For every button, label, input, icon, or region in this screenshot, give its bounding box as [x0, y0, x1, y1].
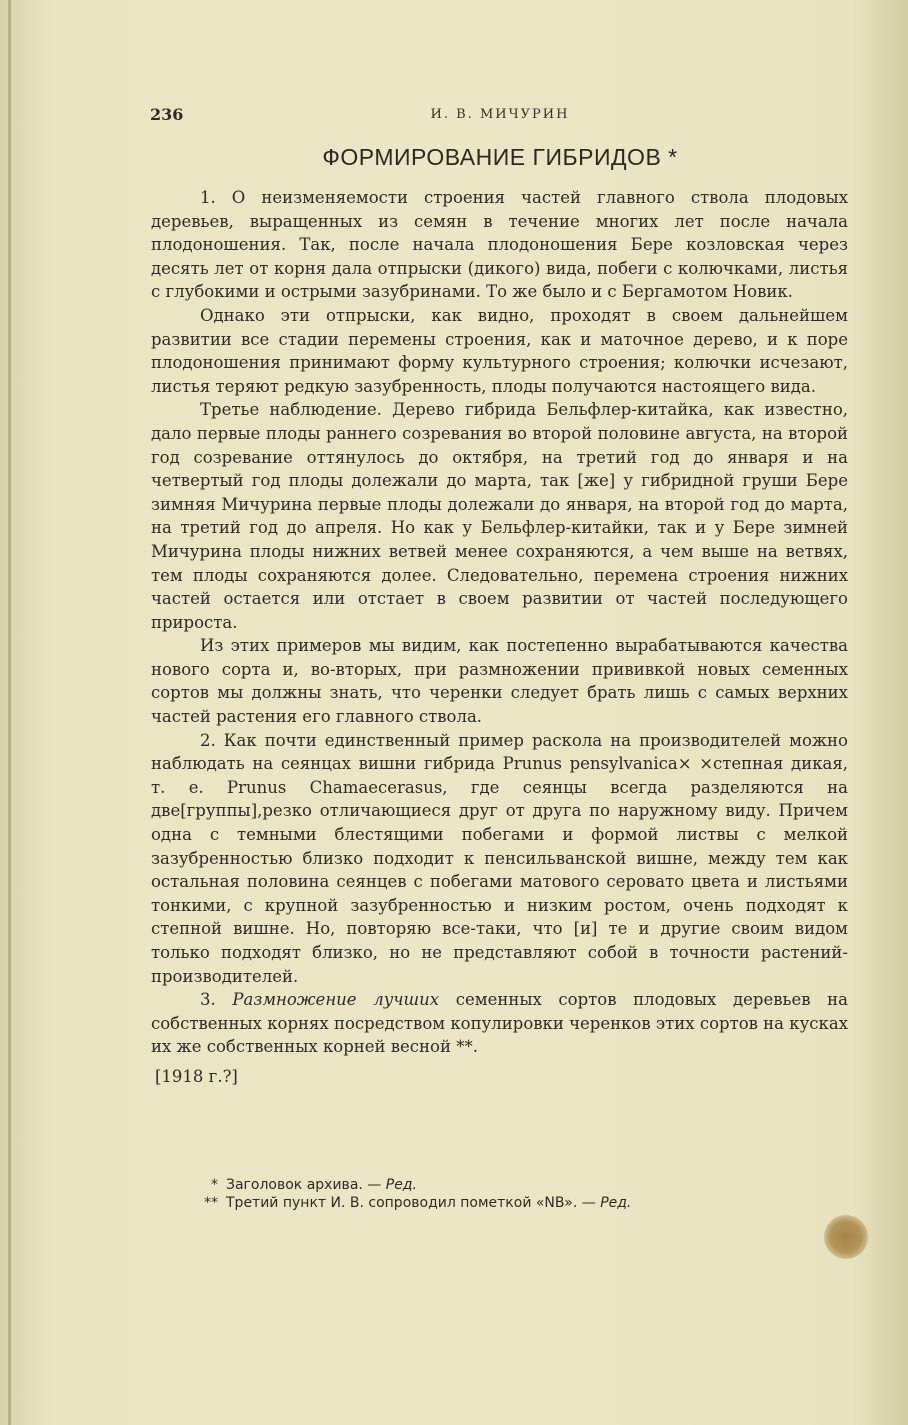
date-note: [1918 г.?] [155, 1066, 238, 1086]
paper-stain [824, 1215, 868, 1259]
footnote-1 [190, 1176, 850, 1194]
paragraph-1: 1. О неизменяемости строения частей главного ствола плодовых деревьев, выращенных из семян в течение многих лет после начала плодоношения. Так, после начала плодоношения Бере козловская через десять лет от корня дала отпрыски (дикого) вида, побеги с колючками, листья с глубокими и острыми зазубринами. То же было и с Бергамотом Новик. [151, 188, 848, 302]
article-body [151, 186, 848, 1089]
footnote-editor: Ред. [600, 1195, 632, 1211]
running-title: И. В. МИЧУРИН [430, 107, 570, 122]
page-header [150, 105, 850, 131]
footnotes [190, 1176, 850, 1212]
paragraph-5: 2. Как почти единственный пример раскола на производителей можно наблюдать на сеянцах вишни гибрида Prunus pensylvanica× ×степная дикая, т. е. Prunus Chamaecerasus, где сеянцы всегда разделяются на две[группы],резко отличающиеся друг от друга по наружному виду. Причем одна с темными блестящими побегами и формой листвы с мелкой зазубренностью близко подходит к пенсильванской вишне, между тем как остальная половина сеянцев с побегами матового серовато цвета и листьями тонкими, с крупной зазубренностью и низким ростом, очень подходят к степной вишне. Но, повторяю все-таки, что [и] те и другие своим видом только подходят близко, но не представляют собой в точности растений-производителей. [151, 730, 848, 986]
paragraph-6-number: 3. [200, 990, 216, 1010]
footnote-text: Заголовок архива. — [226, 1177, 382, 1193]
paragraph-6-text: семенных сортов плодовых деревьев на собственных корнях посредством копулировки черенков этих сортов на кусках их же собственных корней весной **. [151, 990, 848, 1057]
paragraph-6 [151, 988, 848, 1059]
paragraph-2: Однако эти отпрыски, как видно, проходят в своем дальнейшем развитии все стадии перемены строения, как и маточное дерево, и к поре плодоношения принимают форму культурного строения; колючки исчезают, листья теряют редкую зазубренность, плоды получаются настоящего вида. [151, 305, 848, 396]
footnote-mark: ** [204, 1195, 218, 1211]
article-title: ФОРМИРОВАНИЕ ГИБРИДОВ * [322, 144, 678, 170]
binding-edge [8, 0, 11, 1425]
paragraph-3: Третье наблюдение. Дерево гибрида Бельфлер-китайка, как известно, дало первые плоды раннего созревания во второй половине августа, на второй год созревание оттянулось до октября, на третий год до января и на четвертый год плоды долежали до марта, так [же] у гибридной груши Бере зимняя Мичурина первые плоды долежали до января, на второй год до марта, на третий год до апреля. Но как у Бельфлер-китайки, так и у Бере зимней Мичурина плоды нижних ветвей менее сохраняются, а чем выше на ветвях, тем плоды сохраняются долее. Следовательно, перемена строения нижних частей остается или отстает в своем развитии от частей последующего прироста. [151, 400, 848, 632]
footnote-editor: Ред. [385, 1177, 417, 1193]
paragraph-4: Из этих примеров мы видим, как постепенно вырабатываются качества нового сорта и, во-вторых, при размножении прививкой новых семенных сортов мы должны знать, что черенки следует брать лишь с самых верхних частей растения его главного ствола. [151, 636, 848, 727]
footnote-text: Третий пункт И. В. сопроводил пометкой «NB». — [226, 1195, 596, 1211]
footnote-mark: * [211, 1177, 218, 1193]
footnote-2 [190, 1194, 850, 1212]
page-number: 236 [150, 105, 184, 124]
paragraph-6-italic: Размножение лучших [232, 990, 440, 1010]
